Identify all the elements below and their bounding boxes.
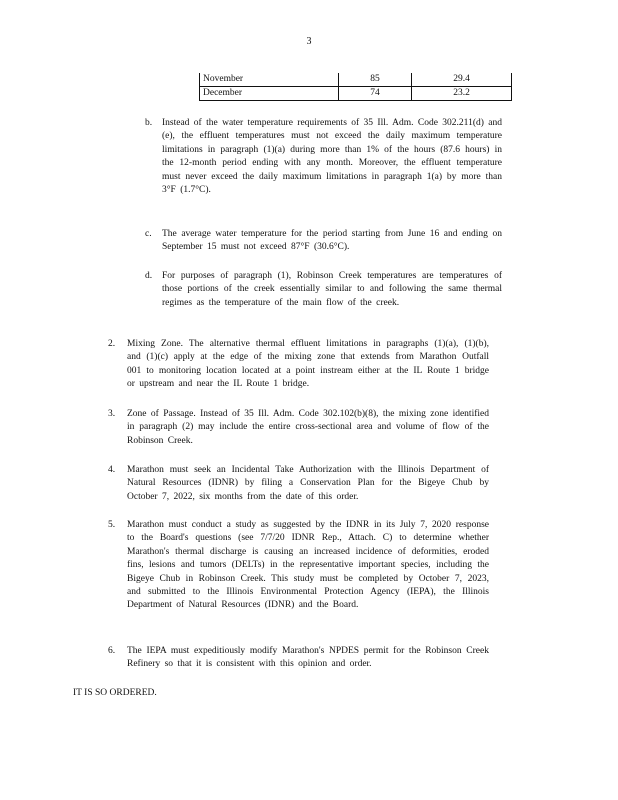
numbered-paragraph-label: 2. xyxy=(108,339,116,349)
table-cell-celsius: 29.4 xyxy=(412,73,512,87)
numbered-paragraph-text: The IEPA must expeditiously modify Marathon's NPDES permit for the Robinson Creek Refinery so that it is consistent with this opinion and order. xyxy=(127,646,489,670)
table-cell-fahrenheit: 85 xyxy=(339,73,412,87)
table-row xyxy=(200,73,512,87)
subparagraph-label: b. xyxy=(145,118,153,128)
table-row xyxy=(200,87,512,101)
numbered-paragraph-label: 3. xyxy=(108,409,116,419)
table-cell-celsius: 23.2 xyxy=(412,87,512,101)
page-number: 3 xyxy=(306,36,312,47)
numbered-paragraph-text: Zone of Passage. Instead of 35 Ill. Adm. Code 302.102(b)(8), the mixing zone identified in paragraph (2) may include the entire cross-sectional area and volume of flow of the Robinson Creek. xyxy=(127,409,489,446)
numbered-paragraph-text: Mixing Zone. The alternative thermal effluent limitations in paragraphs (1)(a), (1)(b), and (1)(c) apply at the edge of the mixing zone that extends from Marathon Outfall 001 to monitoring location located at a point instream either at the IL Route 1 bridge or upstream and near the IL Route 1 bridge. xyxy=(127,339,489,390)
numbered-paragraph-label: 4. xyxy=(108,465,116,475)
closing-statement: IT IS SO ORDERED. xyxy=(73,688,157,698)
subparagraph-text: For purposes of paragraph (1), Robinson Creek temperatures are temperatures of those portions of the creek essentially similar to and following the same thermal regimes as the temperature of the main flow of the creek. xyxy=(162,271,502,308)
numbered-paragraph-text: Marathon must seek an Incidental Take Authorization with the Illinois Department of Natural Resources (IDNR) by filing a Conservation Plan for the Bigeye Chub by October 7, 2022, six months from the date of this order. xyxy=(127,465,489,502)
subparagraph-text: The average water temperature for the period starting from June 16 and ending on September 15 must not exceed 87°F (30.6°C). xyxy=(162,229,502,253)
subparagraph-label: d. xyxy=(145,271,153,281)
numbered-paragraph-text: Marathon must conduct a study as suggested by the IDNR in its July 7, 2020 response to the Board's questions (see 7/7/20 IDNR Rep., Attach. C) to determine whether Marathon's thermal discharge is causing an increased incidence of deformities, eroded fins, lesions and tumors (DELTs) in the representative important species, including the Bigeye Chub in Robinson Creek. This study must be completed by October 7, 2023, and submitted to the Illinois Environmental Protection Agency (IEPA), the Illinois Department of Natural Resources (IDNR) and the Board. xyxy=(127,520,489,611)
table-cell-month: December xyxy=(200,87,339,101)
subparagraph-text: Instead of the water temperature requirements of 35 Ill. Adm. Code 302.211(d) and (e), the effluent temperatures must not exceed the daily maximum temperature limitations in paragraph (1)(a) during more than 1% of the hours (87.6 hours) in the 12-month period ending with any month. Moreover, the effluent temperature must never exceed the daily maximum limitations in paragraph 1(a) by more than 3°F (1.7°C). xyxy=(162,118,502,196)
subparagraph-label: c. xyxy=(145,229,152,239)
table-cell-month: November xyxy=(200,73,339,87)
temperature-table xyxy=(199,73,512,101)
table-cell-fahrenheit: 74 xyxy=(339,87,412,101)
numbered-paragraph-label: 6. xyxy=(108,646,116,656)
numbered-paragraph-label: 5. xyxy=(108,520,116,530)
